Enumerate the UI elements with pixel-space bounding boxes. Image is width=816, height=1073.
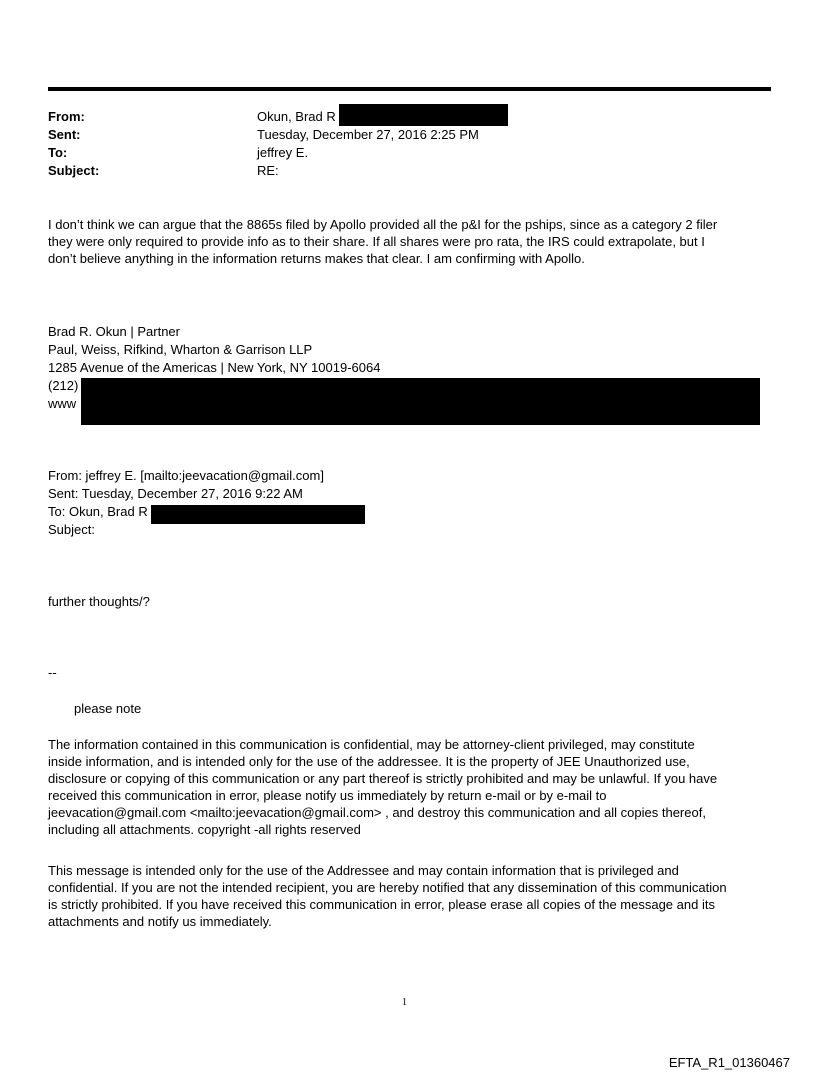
- disclaimer-confidential: [48, 736, 773, 838]
- disclaimer-line: disclosure or copying of this communication or any part thereof is strictly prohibited and may be unlawful. If you have: [48, 771, 718, 786]
- disclaimer-line: including all attachments. copyright -all rights reserved: [48, 822, 361, 837]
- subject-value: RE:: [257, 163, 279, 178]
- signature-name: Brad R. Okun | Partner: [48, 324, 180, 339]
- quoted-message: further thoughts/?: [48, 594, 150, 609]
- header-rule: [48, 87, 771, 91]
- please-note: please note: [74, 701, 142, 716]
- signature-separator: --: [48, 665, 57, 680]
- message-body: [48, 216, 773, 267]
- disclaimer-addressee: [48, 862, 773, 930]
- to-label: To:: [48, 145, 68, 160]
- body-line: don’t believe anything in the information returns makes that clear. I am confirming with Apollo.: [48, 251, 585, 266]
- quoted-from: From: jeffrey E. [mailto:jeevacation@gmail.com]: [48, 468, 324, 483]
- disclaimer-line: jeevacation@gmail.com <mailto:jeevacation@gmail.com> , and destroy this communication and all copies thereof,: [48, 805, 706, 820]
- disclaimer-line: The information contained in this communication is confidential, may be attorney-client privileged, may constitute: [48, 737, 695, 752]
- disclaimer-line: inside information, and is intended only for the use of the addressee. It is the property of JEE Unauthorized use,: [48, 754, 690, 769]
- document-id: EFTA_R1_01360467: [668, 1055, 790, 1070]
- signature-firm: Paul, Weiss, Rifkind, Wharton & Garrison LLP: [48, 342, 313, 357]
- from-value: Okun, Brad R: [257, 109, 336, 124]
- redaction-to-email: [151, 505, 365, 524]
- disclaimer-line: is strictly prohibited. If you have received this communication in error, please erase all copies of the message and its: [48, 897, 715, 912]
- from-label: From:: [48, 109, 85, 124]
- signature-address: 1285 Avenue of the Americas | New York, NY 10019-6064: [48, 360, 381, 375]
- sent-label: Sent:: [48, 127, 81, 142]
- disclaimer-line: attachments and notify us immediately.: [48, 914, 272, 929]
- signature-phone-prefix: (212): [48, 378, 79, 393]
- quoted-to: To: Okun, Brad R: [48, 504, 148, 519]
- sent-value: Tuesday, December 27, 2016 2:25 PM: [257, 127, 479, 142]
- to-value: jeffrey E.: [257, 145, 309, 160]
- disclaimer-line: This message is intended only for the use of the Addressee and may contain information that is privileged and: [48, 863, 679, 878]
- body-line: I don’t think we can argue that the 8865s filed by Apollo provided all the p&I for the pships, since as a category 2 filer: [48, 217, 718, 232]
- redaction-contact-block: [81, 378, 760, 425]
- signature-web-prefix: www: [48, 396, 77, 411]
- disclaimer-line: confidential. If you are not the intended recipient, you are hereby notified that any dissemination of this communication: [48, 880, 727, 895]
- disclaimer-line: received this communication in error, please notify us immediately by return e-mail or by e-mail to: [48, 788, 607, 803]
- page-number: 1: [402, 997, 407, 1008]
- redaction-from-email: [339, 104, 508, 126]
- body-line: they were only required to provide info as to their share. If all shares were pro rata, the IRS could extrapolate, but I: [48, 234, 705, 249]
- subject-label: Subject:: [48, 163, 100, 178]
- quoted-subject: Subject:: [48, 522, 95, 537]
- quoted-sent: Sent: Tuesday, December 27, 2016 9:22 AM: [48, 486, 303, 501]
